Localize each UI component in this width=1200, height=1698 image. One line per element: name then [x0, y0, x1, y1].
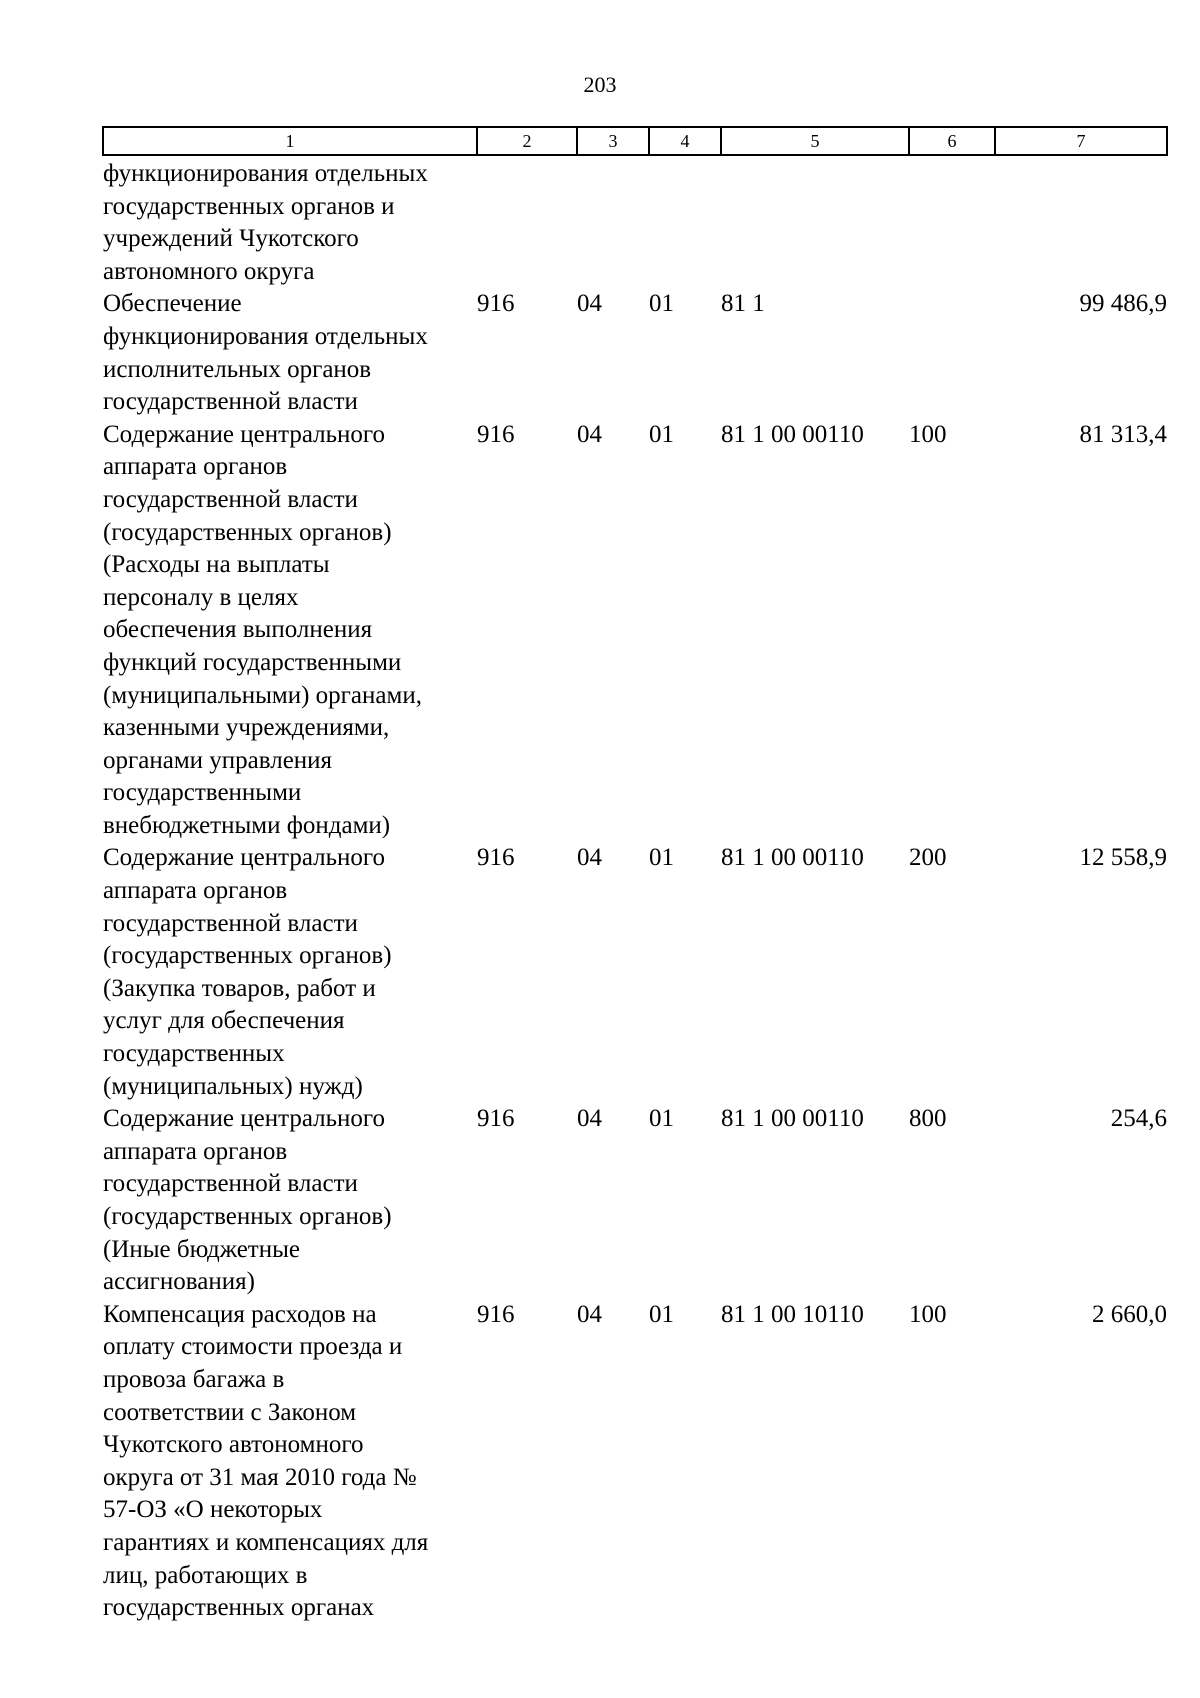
- subsection-cell: 01: [649, 290, 674, 318]
- item-name-line: Компенсация расходов на: [103, 1300, 377, 1328]
- item-name-line: (Закупка товаров, работ и: [103, 974, 376, 1002]
- header-cell-3: 3: [577, 127, 649, 155]
- grbs-cell: 916: [477, 1300, 515, 1328]
- section-cell: 04: [577, 1300, 602, 1328]
- section-cell: 04: [577, 1105, 602, 1133]
- amount-cell: 99 486,9: [1079, 290, 1167, 318]
- item-name-line: функционирования отдельных: [103, 160, 428, 187]
- expense-type-cell: 100: [909, 420, 947, 448]
- item-name-line: Обеспечение: [103, 290, 242, 318]
- table-row: [103, 419, 1167, 843]
- table-row: [103, 288, 1167, 418]
- item-name-line: провоза багажа в: [103, 1365, 285, 1393]
- item-name-line: 57-ОЗ «О некоторых: [103, 1496, 323, 1524]
- item-name-line: Содержание центрального: [103, 844, 386, 872]
- expense-type-cell: 200: [909, 844, 947, 872]
- item-name-line: аппарата органов: [103, 453, 288, 481]
- item-name-line: Чукотского автономного: [103, 1431, 364, 1459]
- table-row: [103, 1103, 1167, 1299]
- header-cell-1: 1: [103, 127, 477, 155]
- item-name-line: внебюджетными фондами): [103, 811, 391, 839]
- item-name-line: государственной власти: [103, 485, 358, 513]
- header-cell-7: 7: [995, 127, 1167, 155]
- header-row: [103, 127, 1167, 155]
- item-name-line: (муниципальными) органами,: [103, 681, 422, 709]
- header-cell-4: 4: [649, 127, 721, 155]
- subsection-cell: 01: [649, 420, 674, 448]
- amount-cell: 254,6: [1110, 1105, 1167, 1133]
- target-article-cell: 81 1 00 00110: [721, 420, 864, 448]
- table-row: [103, 155, 1167, 288]
- item-name-line: функционирования отдельных: [103, 322, 428, 350]
- item-name-line: государственной власти: [103, 388, 358, 416]
- item-name-cell: [103, 1299, 477, 1625]
- item-name-line: государственной власти: [103, 1170, 358, 1198]
- subsection-cell: [649, 155, 721, 288]
- item-name-line: (Расходы на выплаты: [103, 551, 330, 579]
- item-name-line: (государственных органов): [103, 518, 392, 546]
- item-name-cell: [103, 1103, 477, 1299]
- item-name-line: исполнительных органов: [103, 355, 372, 383]
- grbs-cell: 916: [477, 844, 515, 872]
- item-name-cell: [103, 842, 477, 1103]
- table-row: [103, 1299, 1167, 1625]
- grbs-cell: [477, 155, 577, 288]
- grbs-cell: 916: [477, 1105, 515, 1133]
- header-cell-5: 5: [721, 127, 909, 155]
- item-name-line: государственных органов и: [103, 192, 395, 220]
- expense-type-cell: [909, 155, 995, 288]
- item-name-line: учреждений Чукотского: [103, 225, 359, 253]
- budget-table: [102, 126, 1168, 1625]
- item-name-line: Содержание центрального: [103, 1105, 386, 1133]
- header-cell-2: 2: [477, 127, 577, 155]
- item-name-line: государственными: [103, 779, 302, 807]
- item-name-line: ассигнования): [103, 1268, 255, 1296]
- item-name-line: услуг для обеспечения: [103, 1007, 345, 1035]
- section-cell: 04: [577, 290, 602, 318]
- item-name-line: соответствии с Законом: [103, 1398, 357, 1426]
- item-name-line: функций государственными: [103, 648, 402, 676]
- item-name-line: (муниципальных) нужд): [103, 1072, 363, 1100]
- target-article-cell: 81 1 00 00110: [721, 1105, 864, 1133]
- item-name-line: государственных: [103, 1040, 285, 1068]
- item-name-line: казенными учреждениями,: [103, 714, 390, 742]
- grbs-cell: 916: [477, 290, 515, 318]
- item-name-line: лиц, работающих в: [103, 1561, 308, 1589]
- item-name-cell: [103, 419, 477, 843]
- table-row: [103, 842, 1167, 1103]
- item-name-line: автономного округа: [103, 257, 315, 285]
- table-header: [103, 127, 1167, 155]
- target-article-cell: 81 1 00 10110: [721, 1300, 864, 1328]
- item-name-line: (государственных органов): [103, 942, 392, 970]
- section-cell: [577, 155, 649, 288]
- item-name-line: органами управления: [103, 746, 333, 774]
- target-article-cell: 81 1 00 00110: [721, 844, 864, 872]
- item-name-line: округа от 31 мая 2010 года №: [103, 1463, 417, 1491]
- header-cell-6: 6: [909, 127, 995, 155]
- amount-cell: 81 313,4: [1079, 420, 1167, 448]
- expense-type-cell: [909, 288, 995, 418]
- table-body: [103, 155, 1167, 1625]
- subsection-cell: 01: [649, 844, 674, 872]
- item-name-cell: [103, 155, 477, 288]
- item-name-line: государственной власти: [103, 909, 358, 937]
- item-name-cell: [103, 288, 477, 418]
- item-name-line: государственных органах: [103, 1594, 375, 1622]
- amount-cell: [995, 155, 1167, 288]
- item-name-line: (Иные бюджетные: [103, 1235, 300, 1263]
- item-name-line: обеспечения выполнения: [103, 616, 373, 644]
- target-article-cell: 81 1: [721, 290, 765, 318]
- page-number: 203: [583, 72, 617, 97]
- item-name-line: аппарата органов: [103, 877, 288, 905]
- target-article-cell: [721, 155, 909, 288]
- expense-type-cell: 100: [909, 1300, 947, 1328]
- item-name-line: Содержание центрального: [103, 420, 386, 448]
- item-name-line: гарантиях и компенсациях для: [103, 1528, 429, 1556]
- item-name-line: аппарата органов: [103, 1137, 288, 1165]
- item-name-line: (государственных органов): [103, 1203, 392, 1230]
- expense-type-cell: 800: [909, 1105, 947, 1133]
- item-name-line: персоналу в целях: [103, 583, 299, 611]
- amount-cell: 12 558,9: [1079, 844, 1167, 872]
- section-cell: 04: [577, 420, 602, 448]
- item-name-line: оплату стоимости проезда и: [103, 1333, 403, 1361]
- subsection-cell: 01: [649, 1105, 674, 1133]
- section-cell: 04: [577, 844, 602, 872]
- subsection-cell: 01: [649, 1300, 674, 1328]
- amount-cell: 2 660,0: [1092, 1300, 1167, 1328]
- grbs-cell: 916: [477, 420, 515, 448]
